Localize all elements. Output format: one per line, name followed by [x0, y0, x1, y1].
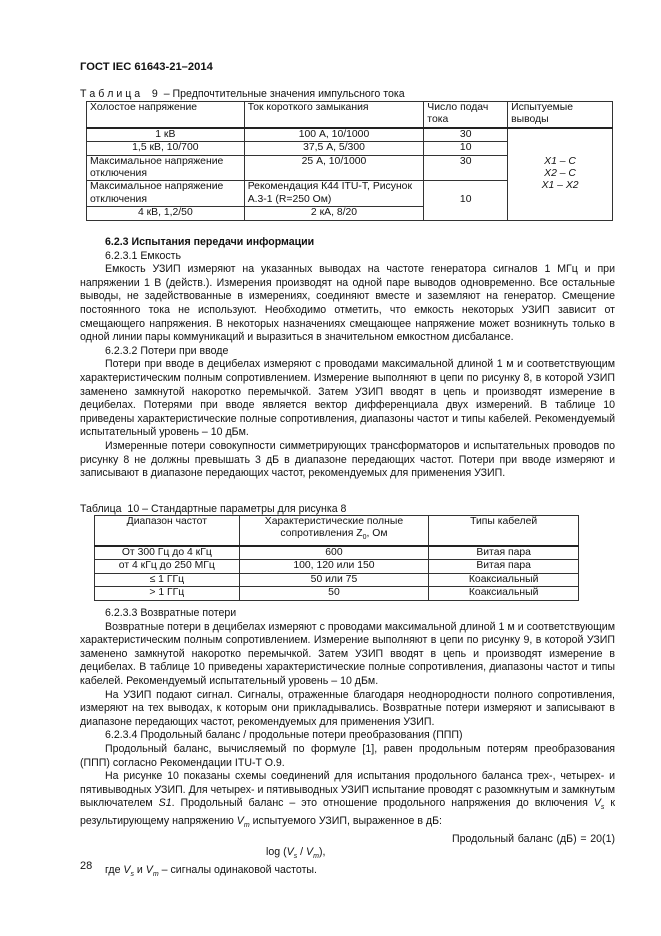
table9-output: X1 – C: [544, 155, 576, 167]
table9-cell: 37,5 А, 5/300: [244, 142, 424, 155]
table9-cell: 1,5 кВ, 10/700: [87, 142, 245, 155]
table10-cell: > 1 ГГц: [95, 587, 240, 600]
table10-header: Характеристические полные сопротивления $Z_0$, Ом: [239, 516, 429, 546]
table10-cell: 600: [239, 546, 429, 560]
table9-caption: Т а б л и ц а 9 – Предпочтительные значения импульсного тока: [80, 88, 405, 100]
table9-cell: 1 кВ: [87, 128, 245, 142]
section-6-2-3: [80, 236, 615, 481]
table10-cell: 100, 120 или 150: [239, 560, 429, 573]
table9-cell: 2 кА, 8/20: [244, 207, 424, 220]
table9-outputs: [508, 128, 613, 220]
table10-cell: От 300 Гц до 4 кГц: [95, 546, 240, 560]
table10-header: Диапазон частот: [95, 516, 240, 546]
table9-cell: Максимальное напряжение отключения: [87, 181, 245, 207]
table10-cell: Коаксиальный: [429, 587, 579, 600]
table10-cell: 50: [239, 587, 429, 600]
table9-cell: 30: [424, 155, 508, 181]
table10-caption: Таблица 10 – Стандартные параметры для рисунка 8: [80, 503, 347, 515]
paragraph: Продольный баланс, вычисляемый по формуле [1], равен продольным потерям преобразования (ППП) согласно Рекомендации ITU-T O.9.: [80, 742, 615, 769]
table10-cell: 50 или 75: [239, 573, 429, 586]
standard-header: ГОСТ IEC 61643-21–2014: [80, 61, 213, 73]
table10: [94, 515, 579, 601]
section-heading: 6.2.3 Испытания передачи информации: [105, 236, 315, 248]
table9-header: Ток короткого замыкания: [244, 102, 424, 128]
page-number: 28: [80, 860, 93, 872]
formula-number: (1): [602, 832, 615, 845]
table9-header: Испытуемые выводы: [508, 102, 613, 128]
table9-cell: 30: [424, 128, 508, 142]
paragraph: Возвратные потери в децибелах измеряют с проводами максимальной длиной 1 м и соответствующим характеристическим полным сопротивлением. Измерение выполняют в цепи по рисунку 9, в которой УЗИП заменено замкнутой накоротко перемычкой. Затем УЗИП вводят в цепь и производят измерение в децибелах. В таблице 10 приведены характеристические полные сопротивления, диапазоны частот и типы кабелей. Рекомендуемый испытательный уровень – 10 дБм.: [80, 620, 615, 687]
table10-cell: от 4 кГц до 250 МГц: [95, 560, 240, 573]
subsection-heading: 6.2.3.1 Емкость: [105, 249, 182, 262]
paragraph: Емкость УЗИП измеряют на указанных выводах на частоте генератора сигналов 1 МГц и при напряжении 1 В (действ.). Измерения производят на одной паре выводов одновременно. Все остальные выводы, не задействованные в измерениях, соединяют вместе и заземляют на генератор. Смещение постоянного тока не используют. Необходимо отметить, что емкость некоторых УЗИП зависит от смещающего напряжения. В некоторых назначениях смещающее напряжение может возникнуть только в одной линии пары коммуникаций и выразиться в значительном емкостном дисбалансе.: [80, 263, 615, 344]
table9-cell: 10: [424, 181, 508, 220]
subsection-heading: 6.2.3.2 Потери при вводе: [105, 344, 229, 357]
table10-cell: Коаксиальный: [429, 573, 579, 586]
table9-header: Холостое напряжение: [87, 102, 245, 128]
paragraph: где $V_s$ и $V_m$ – сигналы одинаковой частоты.: [105, 864, 317, 879]
table9-cell: 25 А, 10/1000: [244, 155, 424, 181]
table10-cell: ≤ 1 ГГц: [95, 573, 240, 586]
paragraph: На УЗИП подают сигнал. Сигналы, отраженные благодаря неоднородности полного сопротивления, измеряют на тех выводах, к которым они прикладывались. Возвратные потери измеряют и записывают в диапазоне передающих частот, рекомендуемых для применения УЗИП.: [80, 688, 615, 728]
table9-header: Число подач тока: [424, 102, 508, 128]
paragraph: Потери при вводе в децибелах измеряют с проводами максимальной длиной 1 м и соответствующим характеристическим полным сопротивлением. Измерение выполняют в цепи по рисунку 8, в которой УЗИП заменено замкнутой накоротко перемычкой. Затем УЗИП вводят в цепь и производят измерение в децибелах. Потерями при вводе является вектор дифференциала двух измерений. В таблице 10 приведены характеристические полные сопротивления, диапазоны частот и типы кабелей. Рекомендуемый испытательный уровень – 10 дБм.: [80, 358, 615, 439]
subsection-heading: 6.2.3.3 Возвратные потери: [105, 607, 237, 619]
table9-cell: 4 кВ, 1,2/50: [87, 207, 245, 220]
table9-cell: Максимальное напряжение отключения: [87, 155, 245, 181]
table9-cell: 10: [424, 142, 508, 155]
paragraph: Измеренные потери совокупности симметрирующих трансформаторов и испытательных проводов по рисунку 8 не должны превышать 3 дБ в диапазоне передающих частот. Потери при вводе измеряют и записывают в диапазоне передающих частот, рекомендуемых для применения УЗИП.: [80, 439, 615, 480]
paragraph: На рисунке 10 показаны схемы соединений для испытания продольного баланса трех-, четырех- и пятивыводных УЗИП. Для четырех- и пятивыводных УЗИП испытание проводят с разомкнутым и замкнутым выключателем S1. Продольный баланс – это отношение продольного напряжения до включения $V_s$ к результирующему напряжению $V_m$ испытуемого УЗИП, выраженное в дБ:: [80, 770, 615, 830]
table9-output: X1 – X2: [541, 180, 579, 192]
subsection-heading: 6.2.3.4 Продольный баланс / продольные потери преобразования (ППП): [105, 729, 463, 742]
section-6-2-3-3: [80, 607, 615, 882]
table10-cell: Витая пара: [429, 546, 579, 560]
formula-1: Продольный баланс (дБ) = 20 $\log (V_s / V_m)$, (1): [80, 833, 615, 864]
table10-cell: Витая пара: [429, 560, 579, 573]
table10-header: Типы кабелей: [429, 516, 579, 546]
table9-output: X2 – C: [544, 168, 576, 180]
table9-cell: 100 А, 10/1000: [244, 128, 424, 142]
table9: [86, 101, 613, 221]
table9-cell: Рекомендация К44 ITU-T, Рисунок А.3-1 (R=250 Ом): [244, 181, 424, 207]
